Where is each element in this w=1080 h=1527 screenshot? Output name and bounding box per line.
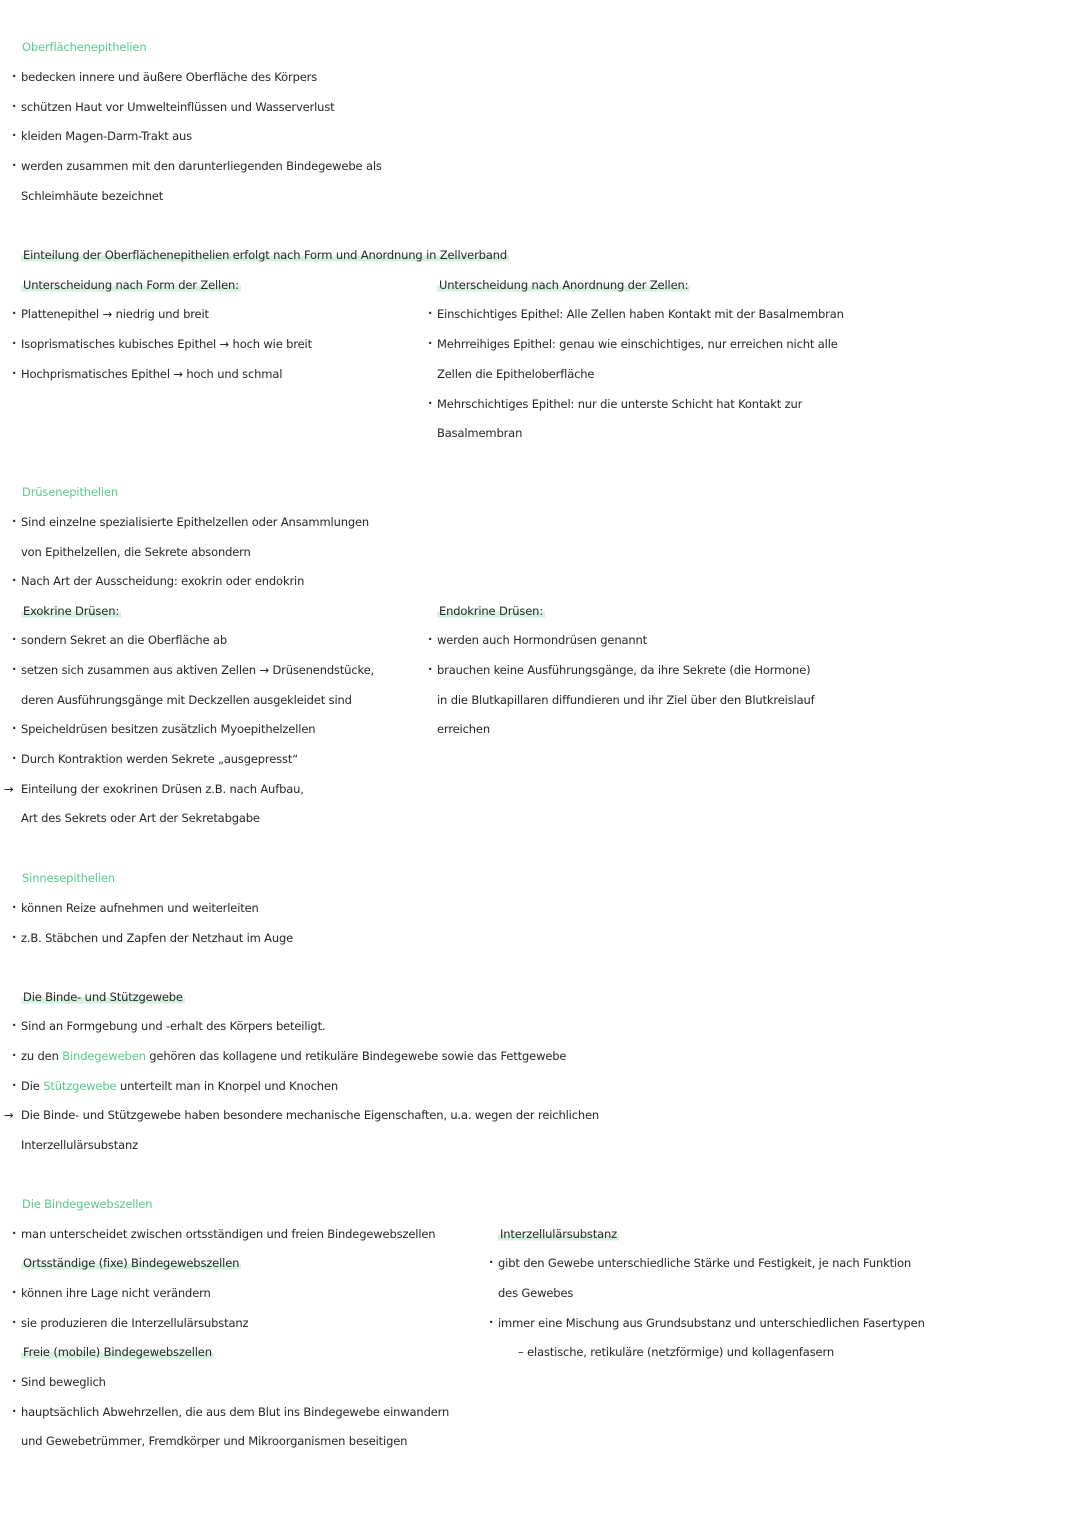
section-title-sinnesepithelien: Sinnesepithelien xyxy=(22,871,115,885)
list-item: · Sind beweglich xyxy=(21,1374,106,1390)
arrow-icon: → xyxy=(4,1108,14,1122)
section-title-binde-stuetzgewebe xyxy=(21,989,185,1005)
subheading-interzellulaersubstanz xyxy=(498,1226,619,1242)
arrow-item-text: Einteilung der exokrinen Drüsen z.B. nach Aufbau, xyxy=(21,782,304,796)
list-item-continuation: erreichen xyxy=(437,722,490,736)
list-item: · können ihre Lage nicht verändern xyxy=(21,1285,211,1301)
section-title-bindegewebszellen: Die Bindegewebszellen xyxy=(22,1197,153,1211)
list-item-continuation: Art des Sekrets oder Art der Sekretabgabe xyxy=(21,811,260,825)
subheading-anordnung xyxy=(437,277,690,293)
einteilung-title-text: Einteilung der Oberflächenepithelien erfolgt nach Form und Anordnung in Zellverband xyxy=(23,248,508,262)
list-item: · Plattenepithel → niedrig und breit xyxy=(21,306,209,322)
text-fragment: gehören das kollagene und retikuläre Bindegewebe sowie das Fettgewebe xyxy=(149,1049,567,1063)
section-title-oberflaechenepithelien: Oberflächenepithelien xyxy=(22,40,147,54)
list-item: · Hochprismatisches Epithel → hoch und schmal xyxy=(21,366,282,382)
list-item-continuation: Zellen die Epitheloberfläche xyxy=(437,367,595,381)
list-item-continuation: und Gewebetrümmer, Fremdkörper und Mikroorganismen beseitigen xyxy=(21,1434,408,1448)
list-item-continuation: in die Blutkapillaren diffundieren und ihr Ziel über den Blutkreislauf xyxy=(437,693,815,707)
list-item: · werden auch Hormondrüsen genannt xyxy=(437,632,647,648)
list-item: · Isoprismatisches kubisches Epithel → hoch wie breit xyxy=(21,336,312,352)
list-item: · immer eine Mischung aus Grundsubstanz und unterschiedlichen Fasertypen xyxy=(498,1315,925,1331)
list-item-continuation: Schleimhäute bezeichnet xyxy=(21,189,164,203)
sub-list-item: – elastische, retikuläre (netzförmige) und kollagenfasern xyxy=(518,1345,834,1359)
subheading-endokrin xyxy=(437,603,545,619)
subheading-form xyxy=(21,277,241,293)
list-item: · Mehrschichtiges Epithel: nur die unterste Schicht hat Kontakt zur xyxy=(437,396,802,412)
subheading-freie-zellen xyxy=(21,1344,214,1360)
subheading-exokrin xyxy=(21,603,121,619)
list-item: · können Reize aufnehmen und weiterleiten xyxy=(21,900,259,916)
list-item: · Durch Kontraktion werden Sekrete „ausgepresst“ xyxy=(21,751,298,767)
form-heading-text: Unterscheidung nach Form der Zellen: xyxy=(23,278,239,292)
term-bindegeweben: Bindegeweben xyxy=(62,1049,146,1063)
list-item: · hauptsächlich Abwehrzellen, die aus dem Blut ins Bindegewebe einwandern xyxy=(21,1404,449,1420)
list-item: · Mehrreihiges Epithel: genau wie einschichtiges, nur erreichen nicht alle xyxy=(437,336,838,352)
list-item-continuation: von Epithelzellen, die Sekrete absondern xyxy=(21,545,251,559)
list-item-continuation: Basalmembran xyxy=(437,426,523,440)
list-item: · sie produzieren die Interzellulärsubstanz xyxy=(21,1315,248,1331)
list-item: · brauchen keine Ausführungsgänge, da ihre Sekrete (die Hormone) xyxy=(437,662,810,678)
list-item: · schützen Haut vor Umwelteinflüssen und Wasserverlust xyxy=(21,99,335,115)
arrow-icon: → xyxy=(4,782,14,796)
list-item: · Speicheldrüsen besitzen zusätzlich Myoepithelzellen xyxy=(21,721,315,737)
list-item: · man unterscheidet zwischen ortsständigen und freien Bindegewebszellen xyxy=(21,1226,435,1242)
arrow-item-text: Die Binde- und Stützgewebe haben besondere mechanische Eigenschaften, u.a. wegen der reichlichen xyxy=(21,1108,600,1122)
list-item-continuation: deren Ausführungsgänge mit Deckzellen ausgekleidet sind xyxy=(21,693,352,707)
term-stuetzgewebe: Stützgewebe xyxy=(43,1079,117,1093)
arrow-item xyxy=(4,1107,600,1123)
binde-stuetz-title-text: Die Binde- und Stützgewebe xyxy=(23,990,183,1004)
list-item: · sondern Sekret an die Oberfläche ab xyxy=(21,632,227,648)
list-item-continuation: des Gewebes xyxy=(498,1286,574,1300)
list-item: · werden zusammen mit den darunterliegenden Bindegewebe als xyxy=(21,158,382,174)
list-item: · setzen sich zusammen aus aktiven Zellen → Drüsenendstücke, xyxy=(21,662,374,678)
list-item: · bedecken innere und äußere Oberfläche des Körpers xyxy=(21,69,317,85)
list-item xyxy=(21,1078,338,1094)
exokrin-heading-text: Exokrine Drüsen: xyxy=(23,604,120,618)
list-item-continuation: Interzellulärsubstanz xyxy=(21,1138,139,1152)
section-title-druesenepithelien: Drüsenepithelien xyxy=(22,485,119,499)
anordnung-heading-text: Unterscheidung nach Anordnung der Zellen: xyxy=(439,278,689,292)
fixe-heading-text: Ortsständige (fixe) Bindegewebszellen xyxy=(23,1256,240,1270)
endokrin-heading-text: Endokrine Drüsen: xyxy=(439,604,544,618)
list-item: · kleiden Magen-Darm-Trakt aus xyxy=(21,128,192,144)
text-fragment: Die xyxy=(21,1079,40,1093)
subheading-fixe-zellen xyxy=(21,1255,241,1271)
text-fragment: unterteilt man in Knorpel und Knochen xyxy=(119,1079,338,1093)
list-item: · Nach Art der Ausscheidung: exokrin oder endokrin xyxy=(21,573,304,589)
list-item xyxy=(21,1048,566,1064)
freie-heading-text: Freie (mobile) Bindegewebszellen xyxy=(23,1345,212,1359)
arrow-item xyxy=(4,781,304,797)
list-item: · gibt den Gewebe unterschiedliche Stärke und Festigkeit, je nach Funktion xyxy=(498,1255,911,1271)
section-title-einteilung xyxy=(21,247,509,263)
list-item: · Sind an Formgebung und -erhalt des Körpers beteiligt. xyxy=(21,1018,325,1034)
interzellulaer-heading-text: Interzellulärsubstanz xyxy=(500,1227,618,1241)
list-item: · Einschichtiges Epithel: Alle Zellen haben Kontakt mit der Basalmembran xyxy=(437,306,844,322)
list-item: · Sind einzelne spezialisierte Epithelzellen oder Ansammlungen xyxy=(21,514,369,530)
list-item: · z.B. Stäbchen und Zapfen der Netzhaut im Auge xyxy=(21,930,293,946)
text-fragment: zu den xyxy=(21,1049,59,1063)
